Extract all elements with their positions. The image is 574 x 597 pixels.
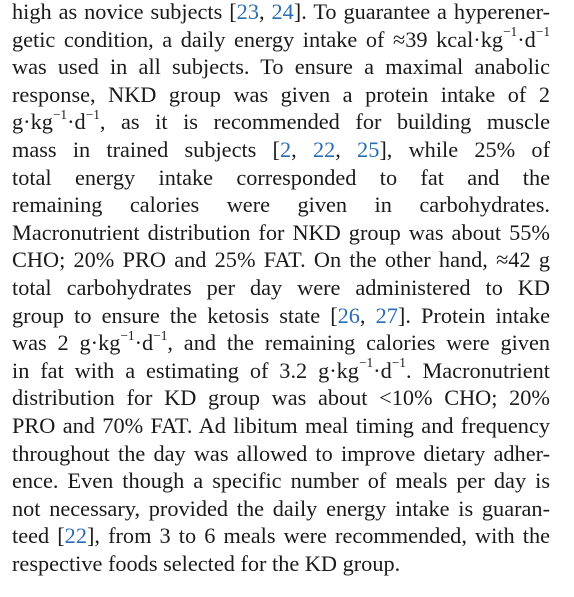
text-segment: ,	[258, 0, 272, 24]
text-segment: . Macronutrient	[405, 357, 550, 383]
text-segment: ], from 3 to 6 meals were recommended, with the	[86, 523, 550, 549]
citation-link[interactable]: 22	[312, 136, 336, 162]
superscript-exponent: −1	[502, 24, 518, 40]
superscript-exponent: −1	[153, 327, 168, 343]
superscript-exponent: −1	[358, 355, 374, 371]
text-segment: ,	[335, 136, 358, 162]
text-line	[12, 384, 550, 412]
text-segment: ]. To guarantee a hyperener-	[293, 0, 550, 24]
text-segment: g·kg	[12, 109, 53, 135]
text-line	[12, 81, 550, 109]
text-segment: remaining calories were given in carbohydrates.	[12, 192, 550, 218]
citation-link[interactable]: 22	[64, 523, 87, 549]
text-line	[12, 550, 550, 578]
text-line	[12, 164, 550, 192]
text-segment: ·d	[67, 109, 86, 135]
text-line	[12, 191, 550, 219]
text-segment: mass in trained subjects [	[12, 136, 280, 162]
citation-link[interactable]: 24	[271, 0, 294, 24]
text-segment: ,	[291, 136, 313, 162]
text-segment: ,	[359, 302, 376, 328]
text-segment: ], while 25% of	[379, 136, 550, 162]
citation-link[interactable]: 23	[236, 0, 259, 24]
superscript-exponent: −1	[391, 355, 406, 371]
text-line	[12, 26, 550, 54]
text-line	[12, 329, 550, 357]
text-line	[12, 219, 550, 247]
text-line	[12, 0, 550, 26]
superscript-exponent: −1	[52, 106, 68, 122]
superscript-exponent: −1	[120, 327, 135, 343]
text-segment: total energy intake corresponded to fat and the	[12, 164, 550, 190]
citation-link[interactable]: 26	[337, 302, 360, 328]
text-segment: , as it is recommended for building muscle	[99, 109, 550, 135]
text-segment: ·d	[134, 330, 154, 356]
text-segment: in fat with a estimating of 3.2 g·kg	[12, 357, 359, 383]
citation-link[interactable]: 25	[357, 136, 380, 162]
text-line	[12, 467, 550, 495]
text-segment: ·d	[517, 26, 536, 52]
text-segment: was 2 g·kg	[12, 330, 121, 356]
text-line	[12, 522, 550, 550]
text-segment: Macronutrient distribution for NKD group was about 55%	[12, 219, 550, 245]
text-segment: response, NKD group was given a protein intake of 2	[12, 81, 550, 107]
text-line	[12, 495, 550, 523]
text-segment: high as novice subjects	[12, 0, 230, 24]
text-segment: distribution for KD group was about <10% CHO; 20%	[12, 385, 550, 411]
text-line	[12, 136, 550, 164]
text-line	[12, 412, 550, 440]
text-line	[12, 108, 550, 136]
text-segment: throughout the day was allowed to improve dietary adher-	[12, 440, 550, 466]
text-segment: not necessary, provided the daily energy intake is guaran-	[12, 495, 550, 521]
text-segment: ]. Protein intake	[397, 302, 550, 328]
citation-link[interactable]: 27	[375, 302, 398, 328]
text-line	[12, 53, 550, 81]
text-segment: ·d	[373, 357, 392, 383]
citation-link[interactable]: 2	[280, 136, 292, 162]
text-segment: respective foods selected for the KD group.	[12, 550, 401, 576]
text-segment: CHO; 20% PRO and 25% FAT. On the other hand, ≈42 g	[12, 247, 550, 273]
text-line	[12, 440, 550, 468]
text-line	[12, 357, 550, 385]
text-segment: getic condition, a daily energy intake of ≈39 kcal·kg	[12, 26, 503, 52]
body-paragraph	[12, 0, 550, 577]
text-segment: PRO and 70% FAT. Ad libitum meal timing and frequency	[12, 412, 550, 438]
text-segment: was used in all subjects. To ensure a maximal anabolic	[12, 54, 550, 80]
text-segment: [	[229, 0, 237, 24]
superscript-exponent: −1	[85, 106, 100, 122]
text-line	[12, 274, 550, 302]
text-segment: ence. Even though a specific number of meals per day is	[12, 468, 550, 494]
text-line	[12, 246, 550, 274]
text-segment: , and the remaining calories were given	[167, 330, 550, 356]
superscript-exponent: −1	[535, 24, 550, 40]
text-segment: total carbohydrates per day were administered to KD	[12, 274, 550, 300]
text-line	[12, 302, 550, 330]
text-segment: group to ensure the ketosis state [	[12, 302, 338, 328]
text-segment: teed [	[12, 523, 65, 549]
